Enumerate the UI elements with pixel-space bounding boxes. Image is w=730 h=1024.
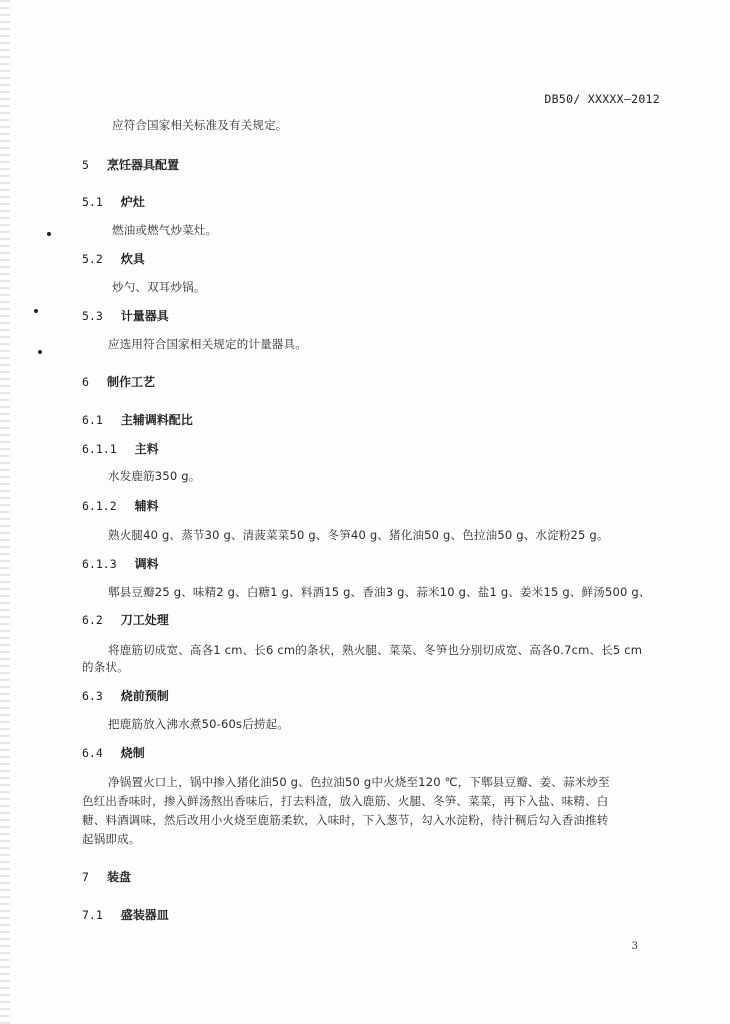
section-6-4-heading <box>0 745 730 761</box>
section-6-1-1-text: 水发鹿筋350 g。 <box>108 469 201 483</box>
section-title: 主辅调料配比 <box>120 413 193 427</box>
section-title: 刀工处理 <box>120 613 169 627</box>
section-title: 计量器具 <box>120 309 169 323</box>
section-number: 6.1.2 <box>82 499 117 513</box>
section-6-2-text: 的条状。 <box>82 660 129 674</box>
section-number: 6.2 <box>82 613 103 627</box>
section-title: 炊具 <box>120 252 145 266</box>
section-6-3-text: 把鹿筋放入沸水煮50-60s后捞起。 <box>108 717 290 731</box>
section-5-2-heading <box>0 251 730 267</box>
section-6-1-3-text: 郫县豆瓣25 g、味精2 g、白糖1 g、料酒15 g、香油3 g、蒜米10 g、盐1 g、姜米15 g、鲜汤500 g、 <box>108 585 651 599</box>
section-5-2-text: 炒勺、双耳炒锅。 <box>112 280 206 294</box>
section-number: 5.1 <box>82 195 103 209</box>
section-title: 辅料 <box>134 499 159 513</box>
section-5-1-text: 燃油或燃气炒菜灶。 <box>112 223 218 237</box>
section-number: 6.4 <box>82 746 103 760</box>
section-6-1-2-text: 熟火腿40 g、蒸节30 g、清菠菜菜50 g、冬笋40 g、猪化油50 g、色拉油50 g、水淀粉25 g。 <box>108 528 609 542</box>
section-6-4-text: 起锅即成。 <box>82 832 141 846</box>
section-7-1-heading <box>0 907 730 923</box>
section-number: 5.2 <box>82 252 103 266</box>
section-6-1-heading <box>0 412 730 428</box>
section-5-heading <box>0 157 730 173</box>
section-6-1-1-heading <box>0 441 730 457</box>
section-title: 烹饪器具配置 <box>106 158 179 172</box>
intro-paragraph: 应符合国家相关标准及有关规定。 <box>112 118 288 132</box>
section-title: 烧制 <box>120 746 145 760</box>
section-6-2-text: 将鹿筋切成宽、高各1 cm、长6 cm的条状，熟火腿、菜菜、冬笋也分别切成宽、高各0.7cm、长5 cm <box>108 643 643 657</box>
section-6-4-text: 净锅置火口上，锅中掺入猪化油50 g、色拉油50 g中火烧至120 ℃，下郫县豆瓣、姜、蒜米炒至 <box>108 775 610 789</box>
section-number: 6.1 <box>82 413 103 427</box>
section-7-heading <box>0 869 730 885</box>
section-title: 制作工艺 <box>106 375 155 389</box>
document-code: DB50/ XXXXX—2012 <box>544 92 660 106</box>
section-title: 盛装器皿 <box>120 908 169 922</box>
section-number: 6.1.3 <box>82 557 117 571</box>
section-5-3-heading <box>0 308 730 324</box>
section-title: 烧前预制 <box>120 689 169 703</box>
section-title: 调料 <box>134 557 159 571</box>
section-title: 炉灶 <box>120 195 145 209</box>
page-number: 3 <box>631 941 638 952</box>
section-6-2-heading <box>0 612 730 628</box>
section-title: 主料 <box>134 442 159 456</box>
section-6-4-text: 色红出香味时，掺入鲜汤熬出香味后，打去料渣，放入鹿筋、火腿、冬笋、菜菜，再下入盐、味精、白 <box>82 794 609 808</box>
section-title: 装盘 <box>106 870 131 884</box>
section-number: 6.3 <box>82 689 103 703</box>
section-6-1-2-heading <box>0 498 730 514</box>
section-number: 6 <box>82 375 89 389</box>
section-5-3-text: 应选用符合国家相关规定的计量器具。 <box>108 337 307 351</box>
section-number: 7 <box>82 870 89 884</box>
section-number: 7.1 <box>82 908 103 922</box>
section-number: 5.3 <box>82 309 103 323</box>
section-number: 5 <box>82 158 89 172</box>
section-5-1-heading <box>0 194 730 210</box>
section-6-3-heading <box>0 688 730 704</box>
section-6-4-text: 糖、料酒调味，然后改用小火烧至鹿筋柔软，入味时，下入葱节，勾入水淀粉，待汁稠后勾入香油推转 <box>82 813 609 827</box>
section-6-heading <box>0 374 730 390</box>
section-6-1-3-heading <box>0 556 730 572</box>
section-number: 6.1.1 <box>82 442 117 456</box>
